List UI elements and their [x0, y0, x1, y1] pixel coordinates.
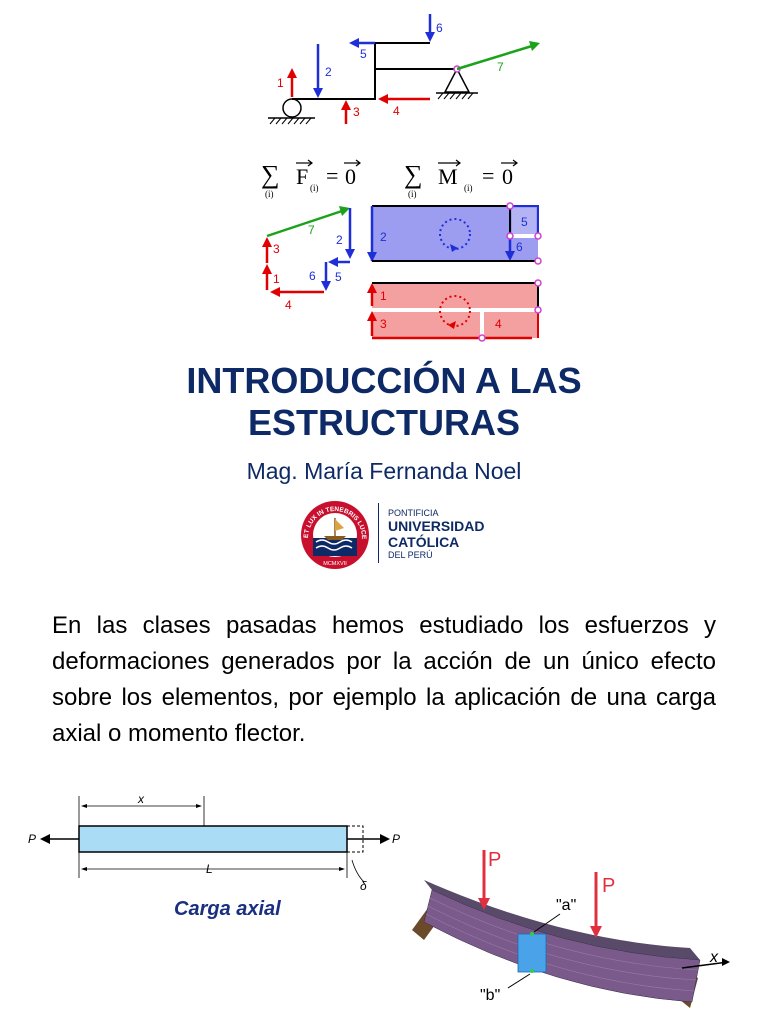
moment-panel-blue [367, 203, 541, 264]
sum-index-2: (i) [408, 189, 417, 199]
panel-label-2: 2 [380, 230, 387, 244]
structure-diagram [255, 10, 555, 135]
beam-load-1: P [488, 849, 502, 871]
page-title [0, 360, 768, 444]
polygon-label-4: 4 [285, 298, 292, 312]
force-label-5: 5 [360, 47, 367, 61]
author-name: Mag. María Fernanda Noel [246, 458, 522, 484]
seal-motto: ET LUX IN TENEBRIS LUCE [302, 505, 368, 540]
university-logo [298, 498, 498, 570]
point-a-label: "a" [556, 897, 577, 914]
force-label-3: 3 [353, 105, 360, 119]
title-line-2: ESTRUCTURAS [247, 402, 520, 443]
seal-year: MCMXVII [323, 561, 347, 567]
bending-beam-figure [405, 840, 735, 1020]
sum-symbol-2: ∑ [404, 160, 423, 189]
point-b-label: "b" [480, 987, 501, 1004]
logo-line-4: DEL PERÚ [388, 550, 433, 560]
panel-label-6: 6 [516, 240, 523, 254]
moment-panel-red [367, 280, 541, 341]
polygon-label-1: 1 [273, 272, 280, 286]
panel-label-3: 3 [380, 317, 387, 331]
axial-load-left-label: P [28, 832, 37, 846]
axial-load-right-label: P [392, 832, 401, 846]
force-zero: 0 [345, 164, 356, 189]
panel-label-1: 1 [380, 289, 387, 303]
logo-line-1: PONTIFICIA [388, 508, 439, 518]
force-label-2: 2 [325, 65, 332, 79]
sum-symbol: ∑ [261, 160, 280, 189]
force-polygon [258, 200, 358, 315]
polygon-label-6: 6 [309, 269, 316, 283]
force-label-7: 7 [497, 60, 504, 74]
polygon-label-5: 5 [335, 270, 342, 284]
moment-diagrams [365, 200, 545, 345]
logo-line-2: UNIVERSIDAD [388, 518, 485, 534]
polygon-label-2: 2 [336, 233, 343, 247]
axial-caption: Carga axial [174, 898, 281, 920]
force-index: (i) [310, 183, 319, 193]
logo-line-3: CATÓLICA [388, 534, 460, 550]
polygon-label-3: 3 [273, 242, 280, 256]
intro-paragraph: En las clases pasadas hemos estudiado los esfuerzos y deformaciones generados por la acción de un único efecto sobre los elementos, por ejemplo la aplicación de una carga axial o momento flector. [52, 612, 716, 747]
axial-dim-x: x [138, 792, 144, 806]
polygon-label-7: 7 [308, 223, 315, 237]
moment-zero: 0 [502, 164, 513, 189]
axial-dim-length: L [206, 862, 213, 876]
equilibrium-equations [255, 150, 535, 200]
panel-label-5: 5 [521, 215, 528, 229]
roller-support [268, 99, 315, 124]
beam-axis-label: x [710, 949, 718, 966]
beam-load-2: P [602, 875, 616, 897]
force-label-4: 4 [393, 104, 400, 118]
force-label-1: 1 [277, 76, 284, 90]
moment-equals: = [482, 163, 495, 188]
panel-label-4: 4 [495, 317, 502, 331]
axial-elongation: δ [360, 879, 367, 893]
title-line-1: INTRODUCCIÓN A LAS [186, 360, 582, 401]
force-symbol: F [296, 164, 309, 189]
axial-load-figure [22, 790, 402, 900]
moment-symbol: M [438, 164, 458, 189]
university-seal-icon [298, 498, 372, 570]
pin-support [436, 66, 478, 99]
force-equals: = [326, 163, 339, 188]
sum-index: (i) [265, 189, 274, 199]
moment-index: (i) [464, 183, 473, 193]
force-label-6: 6 [436, 21, 443, 35]
